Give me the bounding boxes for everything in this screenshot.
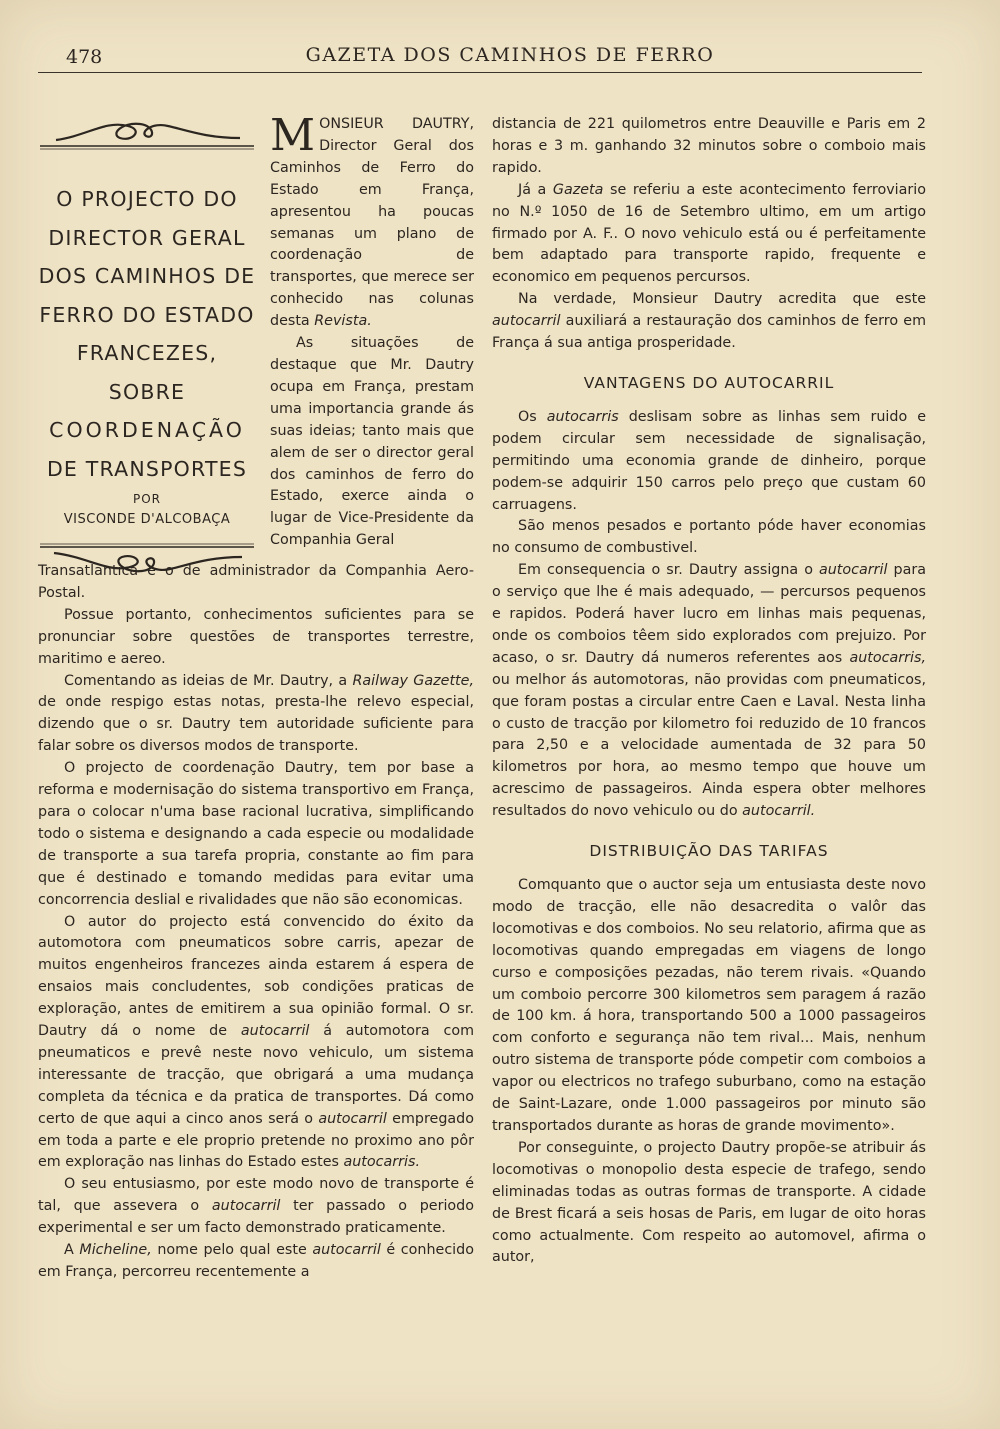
italic-text: autocarril bbox=[211, 1198, 281, 1215]
paragraph bbox=[492, 180, 926, 290]
paragraph-text: Na verdade, Monsieur Dautry acredita que este bbox=[518, 291, 926, 308]
paragraph-text: O seu entusiasmo, por este modo novo de transporte é tal, que assevera o bbox=[38, 1176, 474, 1215]
title-line: FRANCEZES, SOBRE bbox=[76, 341, 218, 404]
page-header bbox=[38, 40, 922, 73]
paragraph: São menos pesados e portanto póde haver economias no consumo de combustivel. bbox=[492, 518, 926, 557]
paragraph-text: A bbox=[64, 1242, 80, 1259]
byline-author: VISCONDE D'ALCOBAÇA bbox=[63, 512, 231, 527]
column-1-bottom bbox=[38, 561, 474, 1284]
italic-text: autocarril bbox=[318, 1110, 387, 1127]
title-line: COORDENAÇÃO bbox=[49, 418, 245, 442]
paragraph: O projecto de coordenação Dautry, tem por base a reforma e modernisação do sistema transportivo em França, para o colocar n'uma base racional lucrativa, simplificando todo o sistema e designando a cada especie ou modalidade de transporte a sua tarefa propria, constante ao fim para que é destinado e tomando medidas para evitar uma concorrencia deslial e rivalidades que não são economicas. bbox=[38, 760, 474, 908]
paragraph-text: se referiu a este acontecimento ferroviario no N.º 1050 de 16 de Setembro ultimo, em um artigo firmado por A. F.. O novo vehiculo está ou é perfeitamente bem adaptado para transporte rapido, frequente e economico em pequenos percursos. bbox=[492, 181, 926, 286]
title-line: O PROJECTO DO bbox=[56, 187, 238, 211]
paragraph-text: nome pelo qual este bbox=[151, 1242, 313, 1259]
ornament-top bbox=[36, 116, 258, 154]
paragraph: Possue portanto, conhecimentos suficientes para se pronunciar sobre questões de transportes terrestre, maritimo e aereo. bbox=[38, 606, 474, 667]
italic-text: autocarris, bbox=[849, 649, 926, 666]
paragraph-text: de onde respigo estas notas, presta-lhe relevo especial, dizendo que o sr. Dautry tem autoridade suficiente para falar sobre os diversos modos de transporte. bbox=[38, 694, 474, 755]
journal-title: GAZETA DOS CAMINHOS DE FERRO bbox=[305, 44, 715, 66]
section-heading: DISTRIBUIÇÃO DAS TARIFAS bbox=[589, 842, 829, 861]
paragraph bbox=[492, 560, 926, 823]
page-number: 478 bbox=[66, 46, 103, 68]
title-line: DOS CAMINHOS DE bbox=[38, 264, 256, 288]
article-title-block bbox=[36, 116, 258, 579]
paragraph: As situações de destaque que Mr. Dautry ocupa em França, prestam uma importancia grande ás suas ideias; tanto mais que alem de ser o director geral dos caminhos de ferro do Estado, exerce ainda o lugar de Vice-Presidente da Companhia Geral bbox=[270, 335, 474, 549]
column-1-top bbox=[270, 110, 474, 552]
italic-text: autocarril. bbox=[742, 803, 816, 820]
paragraph bbox=[492, 289, 926, 355]
italic-text: autocarril bbox=[312, 1242, 381, 1259]
byline-por: POR bbox=[132, 492, 162, 506]
paragraph-text: á automotora com pneumaticos e prevê neste novo vehiculo, um sistema interessante de tracção, que obrigará a uma mudança completa da técnica e da pratica de transportes. Dá como certo de que aqui a cinco anos será o bbox=[38, 1023, 474, 1127]
drop-cap: M bbox=[270, 110, 316, 161]
italic-text: autocarril bbox=[240, 1023, 310, 1040]
paragraph-text: Comentando as ideias de Mr. Dautry, a bbox=[64, 672, 353, 689]
italic-text: autocarril bbox=[818, 562, 888, 579]
title-line: FERRO DO ESTADO bbox=[39, 302, 255, 327]
section-heading: VANTAGENS DO AUTOCARRIL bbox=[583, 373, 835, 392]
paragraph-text: O autor do projecto está convencido do éxito da automotora com pneumaticos sobre carris, apezar de muitos engenheiros francezes ainda estarem á espera de ensaios mais concludentes, sob condições praticas de exploração, antes de emitirem a sua opinião formal. O sr. Dautry dá o nome de bbox=[38, 913, 474, 1040]
italic-text: autocarris. bbox=[343, 1154, 421, 1171]
paragraph bbox=[492, 407, 926, 517]
paragraph bbox=[270, 110, 474, 333]
paragraph-text: Os bbox=[518, 408, 547, 425]
paragraph bbox=[38, 1174, 474, 1240]
paragraph bbox=[38, 671, 474, 759]
paragraph-text: auxiliará a restauração dos caminhos de ferro em França á sua antiga prosperidade. bbox=[492, 313, 926, 352]
paragraph bbox=[38, 1240, 474, 1284]
paragraph-text: empregado em toda a parte e ele proprio pretende no proximo ano pôr em exploração nas linhas do Estado estes bbox=[38, 1110, 474, 1171]
title-line: DE TRANSPORTES bbox=[46, 456, 248, 481]
italic-text: Gazeta bbox=[552, 181, 604, 198]
paragraph-text: Já a bbox=[518, 181, 553, 198]
paragraph-text: Em consequencia o sr. Dautry assigna o bbox=[518, 562, 819, 579]
paragraph-text: para o serviço que lhe é mais adequado, — percursos pequenos e rapidos. Poderá haver lucro em linhas mais pequenas, onde os comboios têem sido explorados com prejuizo. Por acaso, o sr. Dautry dá numeros referentes aos bbox=[492, 562, 926, 666]
paragraph-text: ONSIEUR DAUTRY, Director Geral dos Caminhos de Ferro do Estado em França, apresentou ha poucas semanas um plano de coordenação de transportes, que merece ser conhecido nas colunas desta bbox=[270, 116, 474, 330]
paragraph: Por conseguinte, o projecto Dautry propõe-se atribuir ás locomotivas o monopolio desta especie de trafego, sendo eliminadas todas as outras formas de transporte. A cidade de Brest ficará a seis hosas de Paris, em lugar de oito horas como actualmente. Com respeito ao automovel, afirma o autor, bbox=[492, 1139, 926, 1266]
paragraph-text: deslisam sobre as linhas sem ruido e podem circular sem necessidade de signalisação, permitindo uma economia grande de dinheiro, porque podem-se adquirir 150 carros pelo preço que custam 60 carruagens. bbox=[492, 408, 927, 513]
italic-text: Railway Gazette, bbox=[352, 672, 474, 689]
italic-text: autocarril bbox=[492, 313, 561, 330]
italic-text: Revista. bbox=[314, 313, 372, 330]
paragraph: distancia de 221 quilometros entre Deauville e Paris em 2 horas e 3 m. ganhando 32 minutos sobre o comboio mais rapido. bbox=[492, 116, 926, 176]
paragraph: Comquanto que o auctor seja um entusiasta deste novo modo de tracção, elle não desacredita o valôr das locomotivas e dos comboios. No seu relatorio, afirma que as locomotivas quando empregadas em viagens de longo curso e composições pezadas, não terem rivais. «Quando um comboio percorre 300 kilometros sem paragem á razão de 100 km. á hora, transportando 500 a 1000 passageiros com conforto e segurança não tem rival... Mais, nenhum outro sistema de transporte póde competir com comboios a vapor ou electricos no trafego suburbano, como na estação de Saint-Lazare, onde 1.000 passageiros por minuto são transportados durante as horas de grande movimento». bbox=[492, 877, 926, 1134]
article-title bbox=[36, 180, 258, 488]
italic-text: autocarris bbox=[546, 408, 619, 425]
title-line: DIRECTOR GERAL bbox=[48, 225, 246, 250]
paragraph-text: ter passado o periodo experimental e ser um facto demonstrado praticamente. bbox=[38, 1198, 474, 1237]
paragraph bbox=[38, 912, 474, 1175]
column-2 bbox=[492, 114, 926, 1269]
paragraph: Transatlantica e o de administrador da Companhia Aero-Postal. bbox=[38, 563, 474, 601]
paragraph-text: ou melhor ás automotoras, não providas com pneumaticos, que foram postas a circular entre Caen e Laval. Nesta linha o custo de tracção por kilometro foi reduzido de 10 francos para 2,50 e a velocidade aumentada de 32 para 50 kilometros por hora, ao mesmo tempo que houve um acrescimo de passageiros. Ainda espera obter melhores resultados do novo vehiculo ou do bbox=[492, 671, 926, 820]
paragraph-text: é conhecido em França, percorreu recentemente a bbox=[38, 1242, 474, 1280]
italic-text: Micheline, bbox=[79, 1242, 152, 1259]
